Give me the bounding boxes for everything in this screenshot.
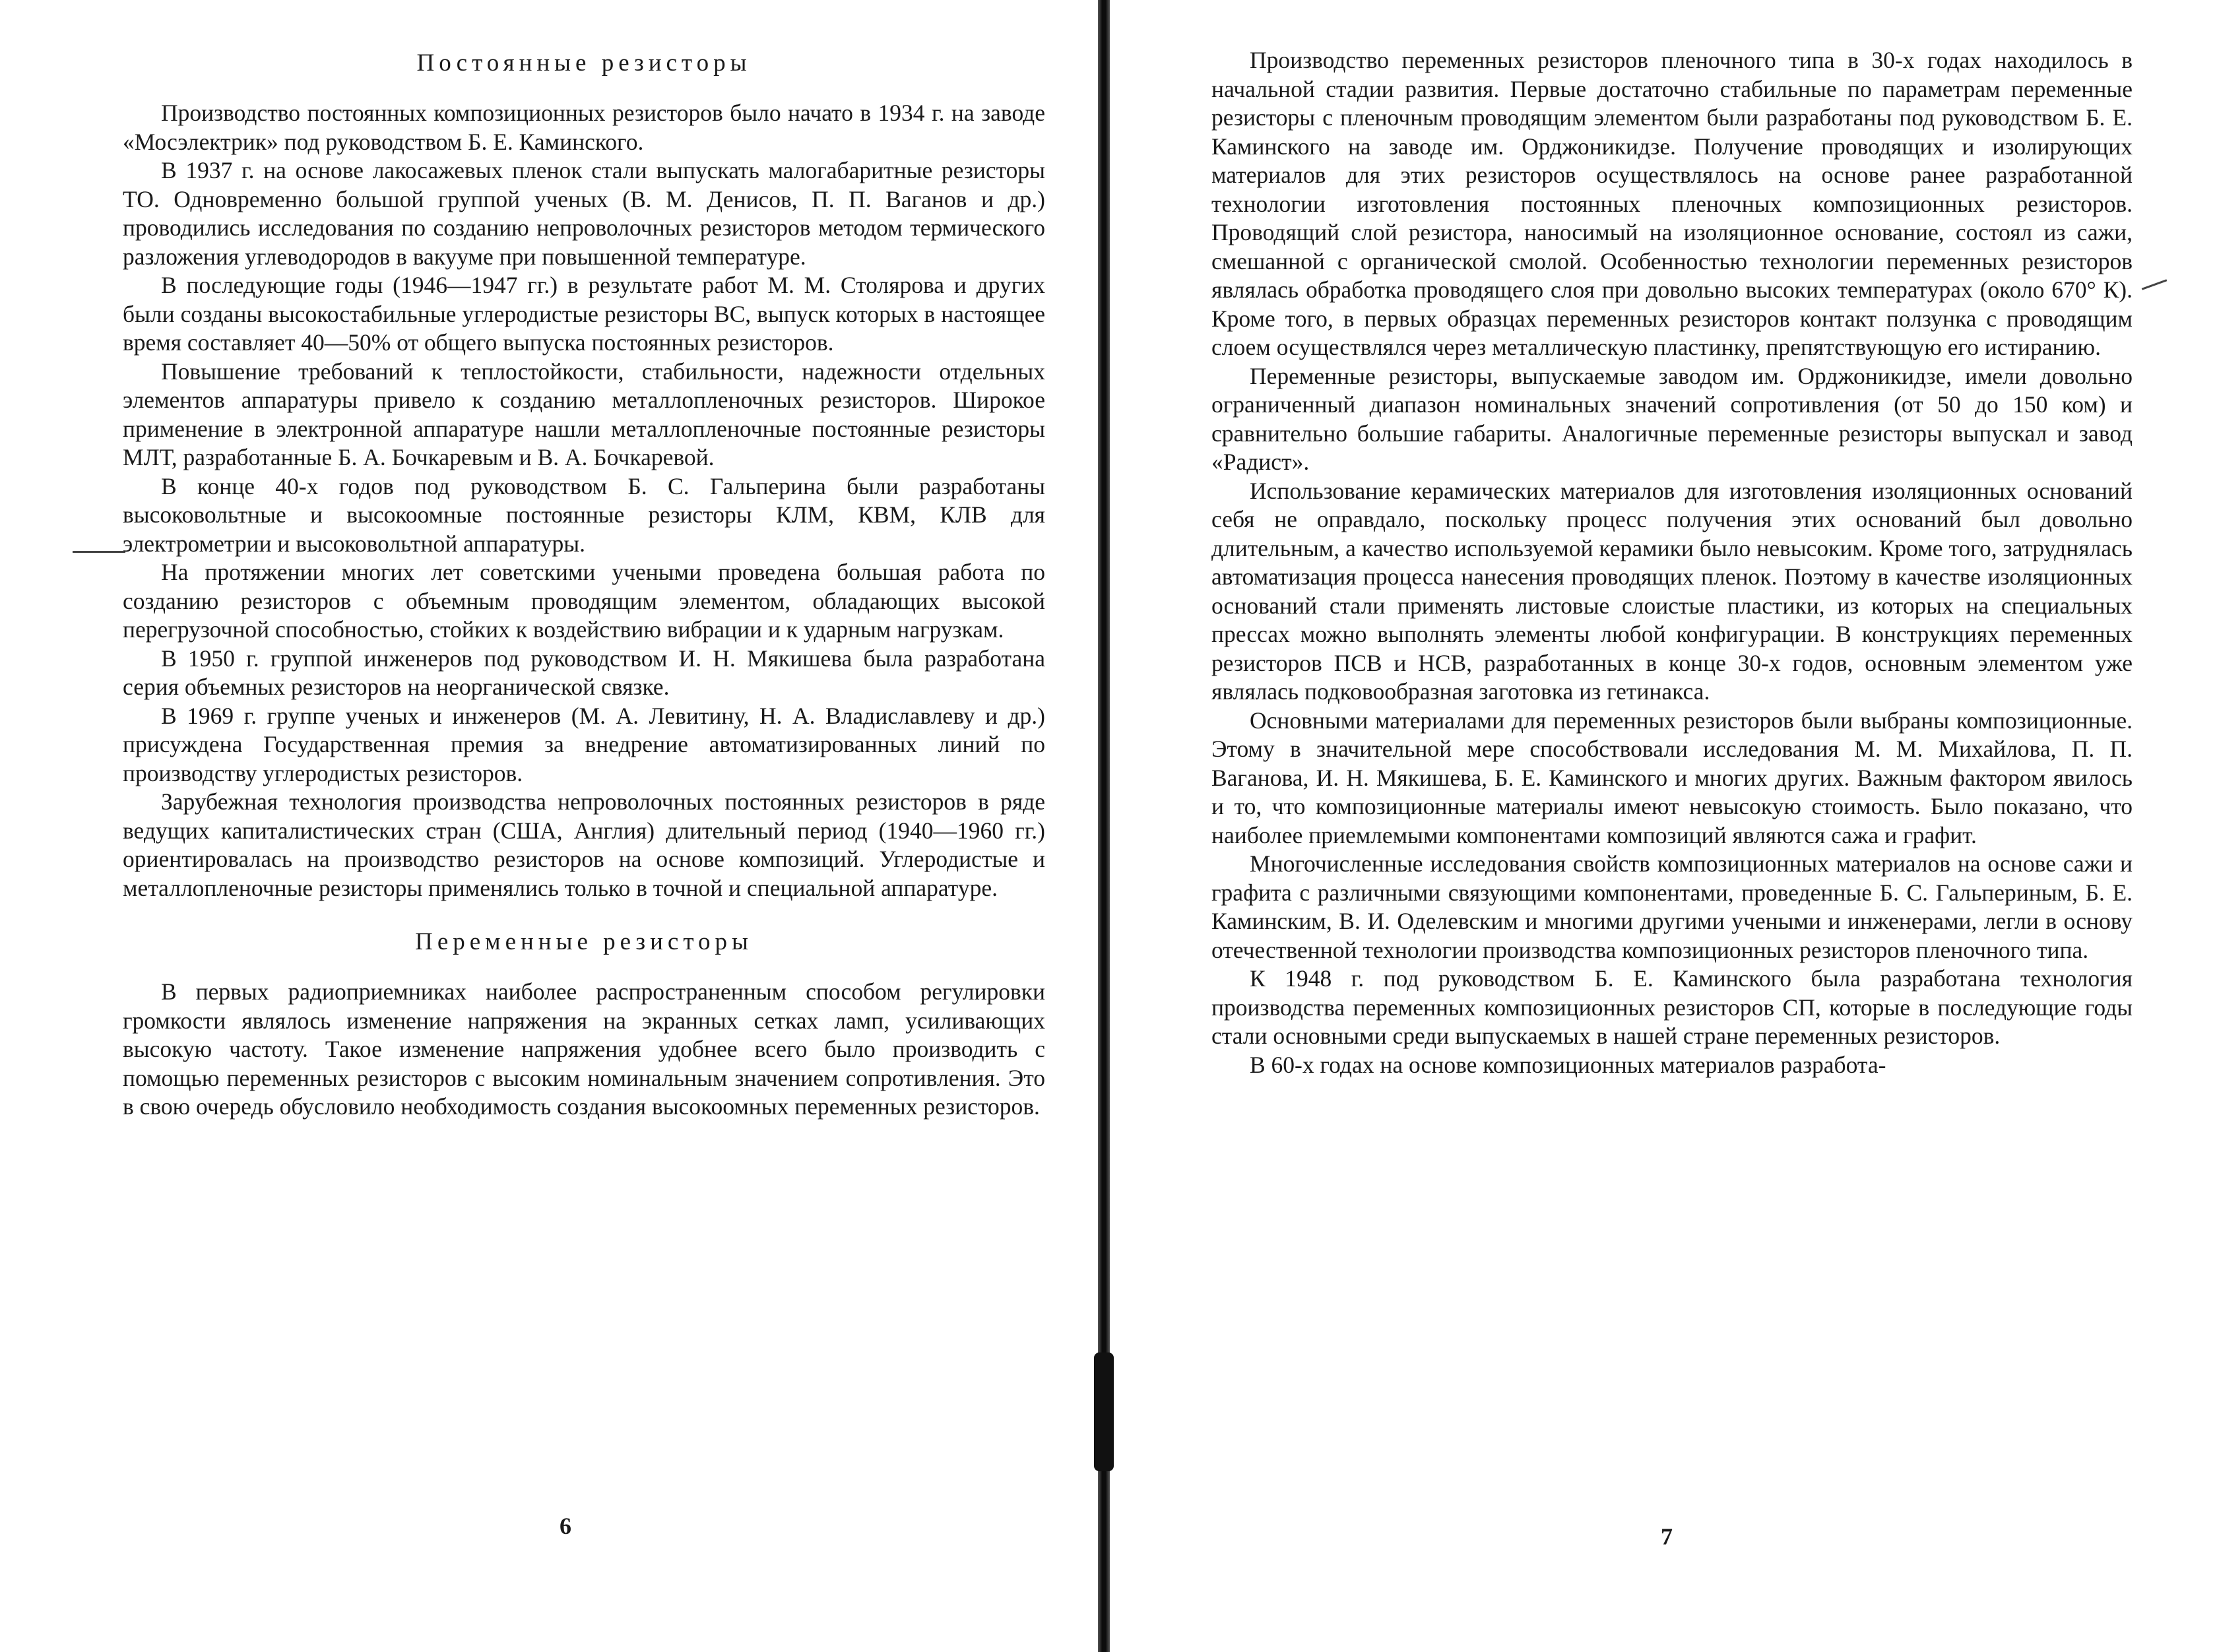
gutter-shadow bbox=[1094, 1352, 1114, 1471]
section-title-fixed-resistors: Постоянные резисторы bbox=[416, 49, 752, 77]
paragraph: Производство переменных резисторов пленочного типа в 30-х годах находилось в начальной стадии развития. Первые достаточно стабильные по параметрам переменные резисторы с пленочным проводящим элементом были разработаны под руководством Б. Е. Каминского на заводе им. Орджоникидзе. Получение проводящих и изолирующих материалов для этих резисторов осуществлялось на основе ранее разработанной технологии изготовления постоянных пленочных композиционных резисторов. Проводящий слой резистора, наносимый на изоляционное основание, состоял из сажи, смешанной с органической смолой. Особенностью технологии переменных резисторов являлась обработка проводящего слоя при довольно высоких температурах (около 670° К). Кроме того, в первых образцах переменных резисторов контакт ползунка с проводящим слоем осуществлялся через металлическую пластинку, препятствующую его истиранию. bbox=[1211, 47, 2133, 360]
section-title-variable-resistors: Переменные резисторы bbox=[415, 928, 753, 955]
page-number-right: 7 bbox=[1661, 1523, 1673, 1550]
paragraph: В конце 40-х годов под руководством Б. С. Гальперина были разработаны высоковольтные и высокоомные постоянные резисторы КЛМ, КВМ, КЛВ для электрометрии и высоковольтной аппаратуры. bbox=[123, 472, 1045, 557]
paragraph: Основными материалами для переменных резисторов были выбраны композиционные. Этому в значительной мере способствовали исследования М. М. Михайлова, П. П. Ваганова, И. Н. Мякишева, Б. Е. Каминского и многих других. Важным фактором явилось и то, что композиционные материалы имеют невысокую стоимость. Было показано, что наиболее приемлемыми компонентами композиций являются сажа и графит. bbox=[1211, 707, 2133, 848]
paragraph: В 1937 г. на основе лакосажевых пленок стали выпускать малогабаритные резисторы ТО. Одновременно большой группой ученых (В. М. Денисов, П. П. Ваганов и др.) проводились исследования по созданию непроволочных резисторов методом термического разложения углеводородов в вакууме при повышенной температуре. bbox=[123, 157, 1045, 270]
left-page bbox=[123, 46, 1045, 1122]
paragraph: Многочисленные исследования свойств композиционных материалов на основе сажи и графита с различными связующими компонентами, проведенные Б. С. Гальпериным, Б. Е. Каминским, В. И. Оделевским и многими другими учеными и инженерами, легли в основу отечественной технологии производства композиционных резисторов пленочного типа. bbox=[1211, 850, 2133, 963]
paragraph: В 60-х годах на основе композиционных материалов разработа- bbox=[1250, 1051, 1886, 1078]
paragraph: К 1948 г. под руководством Б. Е. Каминского была разработана технология производства переменных композиционных резисторов СП, которые в последующие годы стали основными среди выпускаемых в нашей стране переменных резисторов. bbox=[1211, 965, 2133, 1049]
paragraph: Переменные резисторы, выпускаемые заводом им. Орджоникидзе, имели довольно ограниченный диапазон номинальных значений сопротивления (от 50 до 150 ком) и сравнительно большие габариты. Аналогичные переменные резисторы выпускал и завод «Радист». bbox=[1211, 362, 2133, 475]
paragraph: Производство постоянных композиционных резисторов было начато в 1934 г. на заводе «Мосэлектрик» под руководством Б. Е. Каминского. bbox=[123, 100, 1045, 155]
paragraph: В первых радиоприемниках наиболее распространенным способом регулировки громкости являлось изменение напряжения на экранных сетках ламп, усиливающих высокую частоту. Такое изменение напряжения удобнее всего было производить с помощью переменных резисторов с высоким номинальным значением сопротивления. Это в свою очередь обусловило необходимость создания высокоомных переменных резисторов. bbox=[123, 978, 1045, 1120]
scan-mark bbox=[2142, 279, 2168, 290]
paragraph: В последующие годы (1946—1947 гг.) в результате работ М. М. Столярова и других были созданы высокостабильные углеродистые резисторы ВС, выпуск которых в настоящее время составляет 40—50% от общего выпуска постоянных резисторов. bbox=[123, 272, 1045, 356]
paragraph: Повышение требований к теплостойкости, стабильности, надежности отдельных элементов аппаратуры привело к созданию металлопленочных резисторов. Широкое применение в электронной аппаратуре нашли металлопленочные постоянные резисторы МЛТ, разработанные Б. А. Бочкаревым и В. А. Бочкаревой. bbox=[123, 358, 1045, 470]
paragraph: В 1969 г. группе ученых и инженеров (М. А. Левитину, Н. А. Владиславлеву и др.) присуждена Государственная премия за внедрение автоматизированных линий по производству углеродистых резисторов. bbox=[123, 702, 1045, 786]
right-page bbox=[1211, 46, 2133, 1079]
spacer bbox=[123, 903, 1045, 925]
paragraph: Зарубежная технология производства непроволочных постоянных резисторов в ряде ведущих капиталистических стран (США, Англия) длительный период (1940—1960 гг.) ориентировалась на производство резисторов на основе композиций. Углеродистые и металлопленочные резисторы применялись только в точной и специальной аппаратуре. bbox=[123, 788, 1045, 901]
paragraph: Использование керамических материалов для изготовления изоляционных оснований себя не оправдало, поскольку процесс получения этих оснований был довольно длительным, а качество используемой керамики было невысоким. Кроме того, затруднялась автоматизация процесса нанесения проводящих пленок. Поэтому в качестве изоляционных оснований стали применять листовые слоистые пластики, из которых на специальных прессах можно выполнять элементы любой конфигурации. В конструкциях переменных резисторов ПСВ и НСВ, разработанных в конце 30-х годов, основным элементом уже являлась подковообразная заготовка из гетинакса. bbox=[1211, 477, 2133, 705]
page-number-left: 6 bbox=[560, 1513, 571, 1539]
paragraph: В 1950 г. группой инженеров под руководством И. Н. Мякишева была разработана серия объемных резисторов на неорганической связке. bbox=[123, 645, 1045, 700]
paragraph: На протяжении многих лет советскими учеными проведена большая работа по созданию резисторов с объемным проводящим элементом, обладающих высокой перегрузочной способностью, стойких к воздействию вибрации и к ударным нагрузкам. bbox=[123, 559, 1045, 643]
scan-mark bbox=[73, 551, 125, 553]
